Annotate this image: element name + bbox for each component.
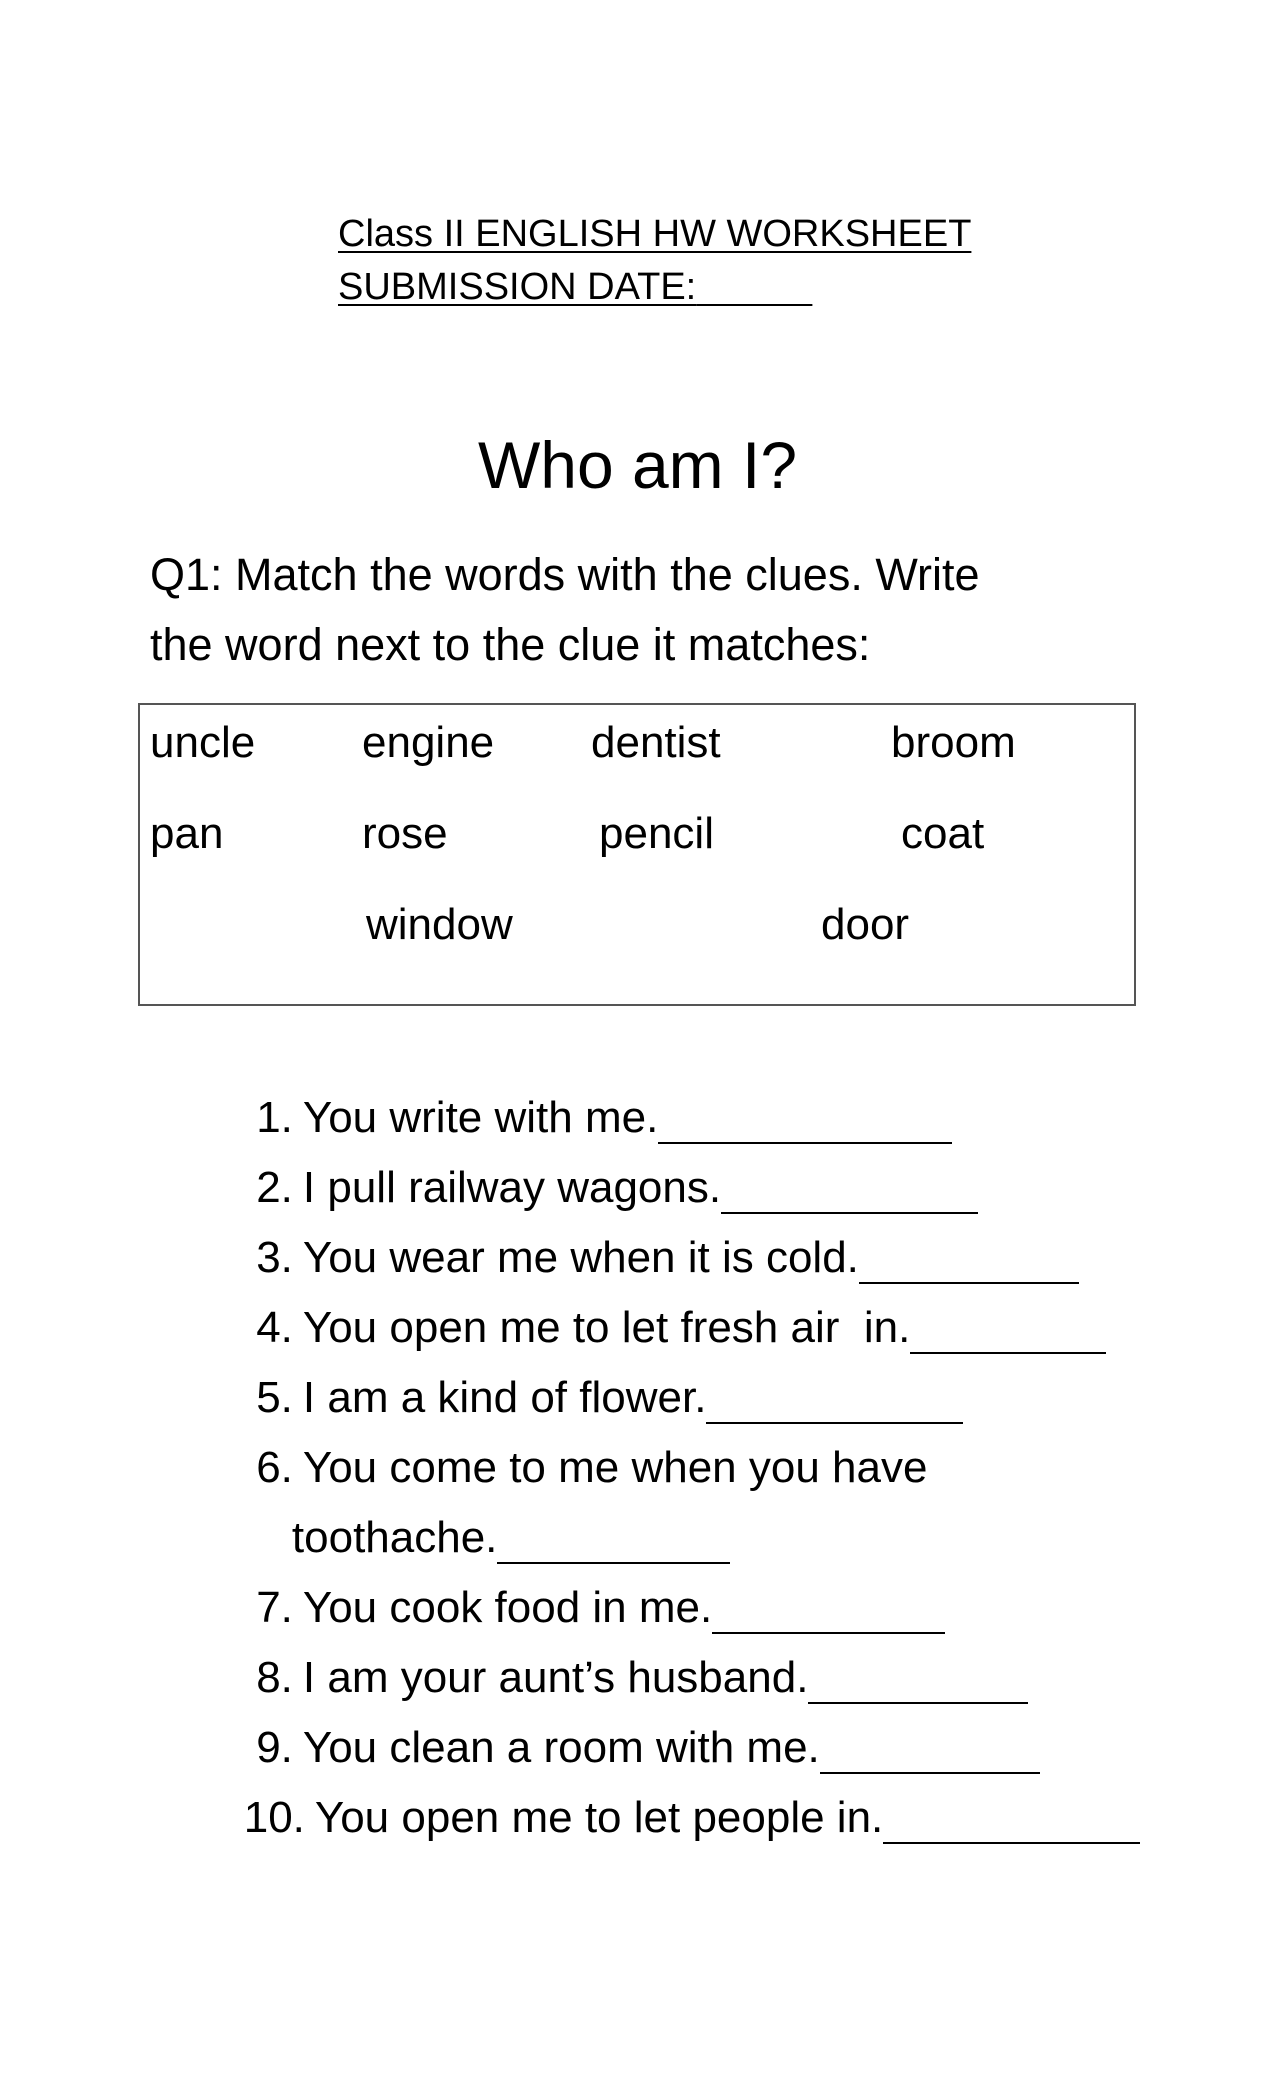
clue-number: 10. xyxy=(243,1793,305,1842)
instruction-line-1: Q1: Match the words with the clues. Write xyxy=(150,549,980,600)
clue-number: 1. xyxy=(256,1093,293,1142)
word-bank-item: coat xyxy=(901,809,985,858)
clue-text: I am a kind of flower. xyxy=(302,1373,707,1422)
clue-text: toothache. xyxy=(291,1513,498,1562)
instruction xyxy=(150,540,1150,680)
word-bank-item: pan xyxy=(150,809,224,858)
clue-number: 3. xyxy=(256,1233,293,1282)
clue-text: I pull railway wagons. xyxy=(302,1163,722,1212)
answer-blank[interactable] xyxy=(883,1793,1140,1844)
clue-text: You wear me when it is cold. xyxy=(302,1233,859,1282)
clue-number: 4. xyxy=(256,1303,293,1352)
word-bank-item: dentist xyxy=(591,718,721,767)
word-bank-item: rose xyxy=(362,809,448,858)
clue-number: 6. xyxy=(256,1443,293,1492)
word-bank-item: pencil xyxy=(599,809,714,858)
clue-text: You come to me when you have xyxy=(302,1443,928,1492)
word-bank-item: broom xyxy=(891,718,1016,767)
clue-text: You open me to let fresh air in. xyxy=(302,1303,911,1352)
instruction-line-2: the word next to the clue it matches: xyxy=(150,619,871,670)
clue-number: 2. xyxy=(256,1163,293,1212)
clue-number: 7. xyxy=(256,1583,293,1632)
class-heading: Class II ENGLISH HW WORKSHEET xyxy=(338,213,972,255)
word-bank-item: uncle xyxy=(150,718,256,767)
clue-number: 9. xyxy=(256,1723,293,1772)
clue-text: I am your aunt’s husband. xyxy=(302,1653,809,1702)
clue-item xyxy=(0,1734,1140,1902)
submission-date-blank[interactable] xyxy=(696,266,812,308)
clue-text: You write with me. xyxy=(302,1093,659,1142)
word-bank-item: window xyxy=(366,900,513,949)
clue-number: 5. xyxy=(256,1373,293,1422)
word-bank-box xyxy=(138,703,1136,1006)
clue-text: You clean a room with me. xyxy=(302,1723,820,1772)
word-bank-item: engine xyxy=(362,718,495,767)
clue-number: 8. xyxy=(256,1653,293,1702)
page-title: Who am I? xyxy=(477,428,798,502)
word-bank-item: door xyxy=(821,900,910,949)
submission-date-line xyxy=(338,261,938,314)
clue-text: You open me to let people in. xyxy=(314,1793,884,1842)
clue-text: You cook food in me. xyxy=(302,1583,713,1632)
worksheet-header xyxy=(338,208,972,314)
submission-date-label: SUBMISSION DATE: xyxy=(338,266,697,308)
